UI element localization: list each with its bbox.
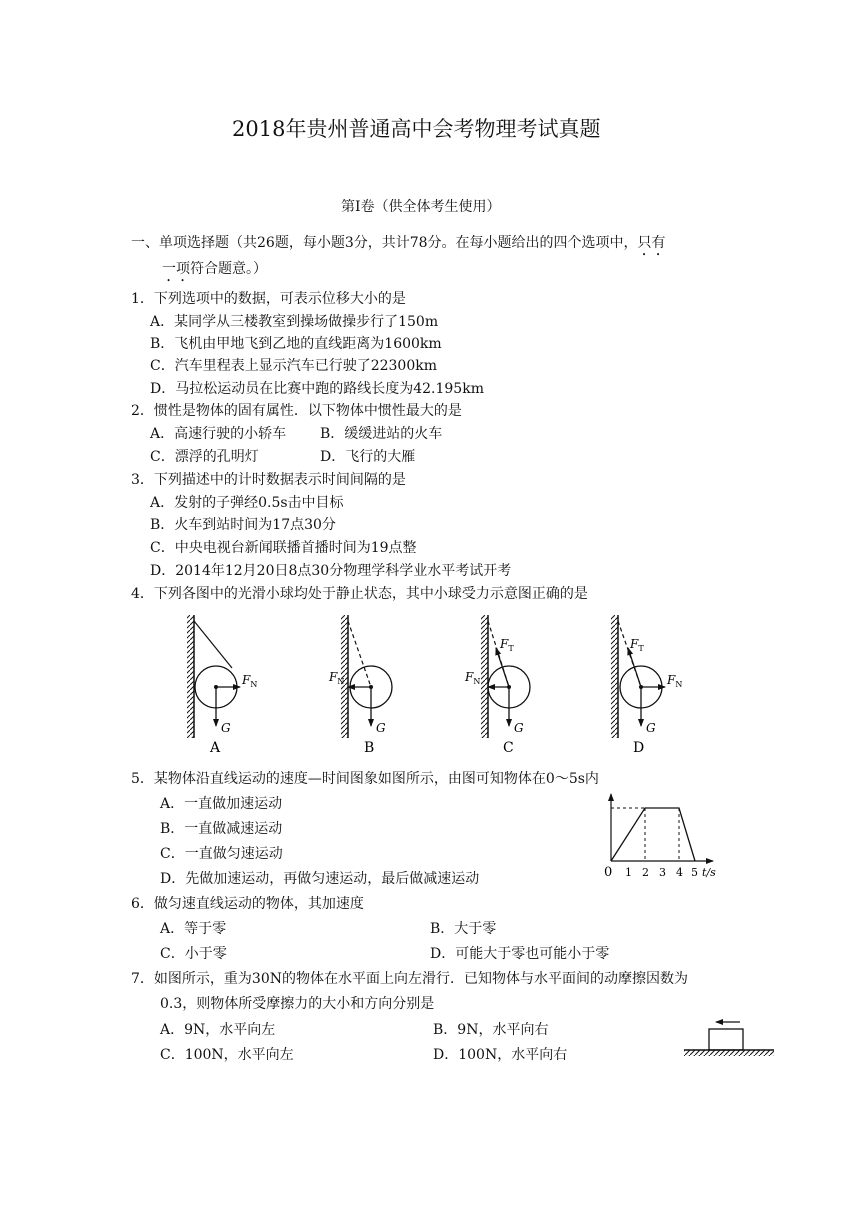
vt-line	[611, 808, 695, 861]
q2-option-a: A．高速行驶的小轿车	[150, 426, 287, 442]
q3-stem: 3．下列描述中的计时数据表示时间间隔的是	[131, 472, 406, 488]
wall-hatch	[187, 615, 194, 738]
figure-label-d: D	[633, 740, 645, 756]
q7-stem-line2: 0.3，则物体所受摩擦力的大小和方向分别是	[160, 996, 435, 1012]
q2-option-c: C．漂浮的孔明灯	[150, 449, 259, 465]
graph-origin: 0	[604, 865, 613, 880]
q1-option-b: B．飞机由甲地飞到乙地的直线距离为1600km	[150, 336, 442, 352]
q6-option-a: A．等于零	[160, 921, 227, 937]
q7-option-b: B．9N，水平向右	[433, 1022, 549, 1038]
q7-option-c: C．100N，水平向左	[160, 1047, 294, 1063]
q7-stem-line1: 7．如图所示，重为30N的物体在水平面上向左滑行．已知物体与水平面间的动摩擦因数为	[131, 971, 688, 987]
tick-4: 4	[676, 866, 683, 879]
tick-3: 3	[659, 866, 666, 879]
ground-hatch	[684, 1050, 774, 1056]
figure-label-c: C	[503, 740, 514, 756]
ft-arrow	[628, 648, 641, 687]
q3-option-d: D．2014年12月20日8点30分物理学科学业水平考试开考	[150, 563, 512, 579]
ft-label: $F_T$	[630, 637, 644, 653]
q1-option-c: C．汽车里程表上显示汽车已行驶了22300km	[150, 358, 438, 374]
q5-stem: 5．某物体沿直线运动的速度—时间图象如图所示，由图可知物体在0～5s内	[131, 771, 599, 787]
block	[709, 1029, 743, 1050]
q7-option-d: D．100N，水平向右	[433, 1047, 568, 1063]
t-axis-label: t/s	[702, 866, 716, 879]
wall-hatch	[611, 615, 618, 738]
q5-option-b: B．一直做减速运动	[160, 821, 283, 837]
q4-figure-c	[464, 615, 530, 756]
q4-figure-d	[611, 615, 682, 756]
tick-1: 1	[625, 866, 632, 879]
fn-label: $F_N$	[667, 673, 683, 689]
q2-stem: 2．惯性是物体的固有属性．以下物体中惯性最大的是	[131, 403, 462, 419]
wall-hatch	[481, 615, 488, 738]
q6-stem: 6．做匀速直线运动的物体，其加速度	[131, 896, 364, 912]
q6-option-c: C．小于零	[160, 946, 227, 962]
q2-option-b: B．缓缓进站的火车	[320, 426, 443, 442]
q1-option-d: D．马拉松运动员在比赛中跑的路线长度为42.195km	[150, 381, 484, 397]
q3-option-a: A．发射的子弹经0.5s击中目标	[150, 495, 344, 511]
q5-option-d: D．先做加速运动，再做匀速运动，最后做减速运动	[160, 871, 480, 887]
tick-2: 2	[642, 866, 649, 879]
q2-option-d: D．飞行的大雁	[320, 449, 416, 465]
g-label: G	[221, 721, 231, 735]
string	[194, 621, 232, 668]
q6-option-b: B．大于零	[430, 921, 497, 937]
q6-option-d: D．可能大于零也可能小于零	[430, 946, 610, 962]
q1-stem: 1．下列选项中的数据，可表示位移大小的是	[131, 291, 406, 307]
fn-label: $F_N$	[465, 670, 481, 686]
q4-figure-b	[328, 615, 392, 756]
q3-option-b: B．火车到站时间为17点30分	[150, 517, 336, 533]
q4-figure-a	[187, 615, 257, 756]
instructions-prefix: 一、单项选择题（共26题，每小题3分，共计78分。在每小题给出的四个选项中，	[131, 235, 638, 251]
fn-label: $F_N$	[329, 670, 345, 686]
q1-option-a: A．某同学从三楼教室到操场做操步行了150m	[150, 314, 439, 330]
tick-5: 5	[691, 866, 698, 879]
fn-label: $F_N$	[242, 673, 258, 689]
figure-label-a: A	[210, 740, 221, 756]
g-label: G	[514, 721, 524, 735]
g-label: G	[646, 721, 656, 735]
g-label: G	[376, 721, 386, 735]
string-dashed	[348, 621, 371, 687]
q3-option-c: C．中央电视台新闻联播首播时间为19点整	[150, 540, 417, 556]
instructions-emphasis: 只有	[637, 235, 666, 251]
instructions-rest: 符合题意。）	[190, 261, 267, 277]
section-title: 第Ⅰ卷（供全体考生使用）	[341, 199, 501, 215]
q7-option-a: A．9N，水平向左	[160, 1022, 276, 1038]
page-title: 2018年贵州普通高中会考物理考试真题	[232, 117, 601, 141]
q5-option-a: A．一直做加速运动	[160, 796, 283, 812]
q5-option-c: C．一直做匀速运动	[160, 846, 283, 862]
ft-arrow	[496, 648, 509, 687]
ft-label: $F_T$	[500, 637, 514, 653]
instructions-emphasis-2: 一项	[162, 261, 190, 277]
q7-figure	[684, 1022, 774, 1056]
q4-stem: 4．下列各图中的光滑小球均处于静止状态，其中小球受力示意图正确的是	[131, 586, 588, 602]
figure-label-b: B	[364, 740, 375, 756]
q5-vt-graph	[604, 794, 716, 880]
